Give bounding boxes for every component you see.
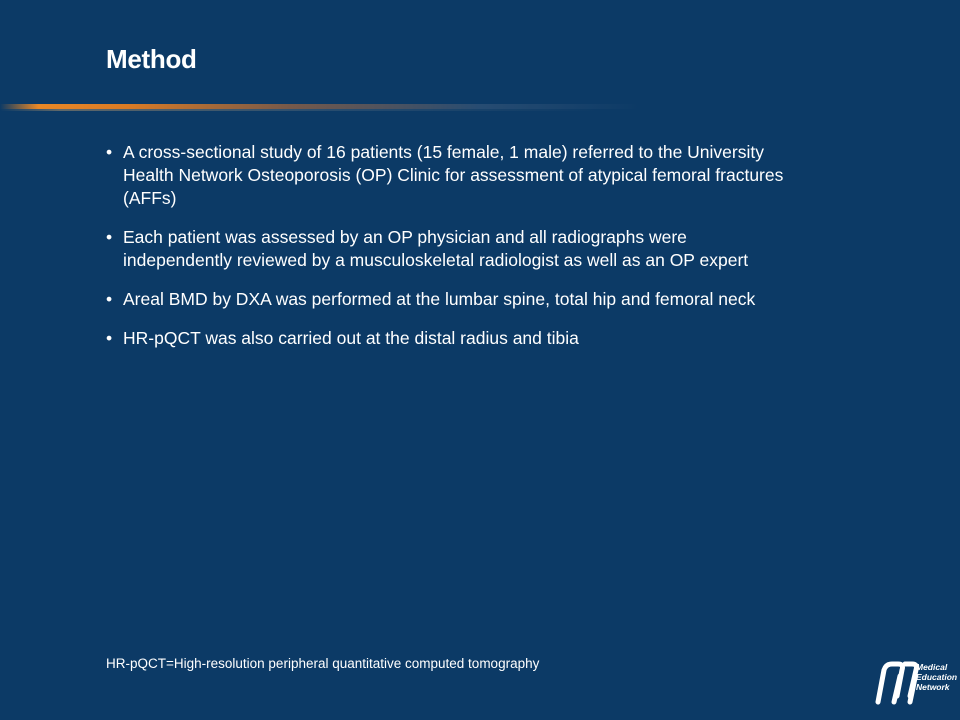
logo-line: Medical (916, 662, 948, 672)
bullet-dot: • (106, 328, 113, 348)
bullet-text: Each patient was assessed by an OP physician and all radiographs were independently reviewed by a musculoskeletal radiologist as well as an OP expert (123, 227, 749, 270)
bullet-text: Areal BMD by DXA was performed at the lumbar spine, total hip and femoral neck (123, 289, 756, 309)
bullet-list (106, 141, 786, 366)
logo-line: Education (916, 672, 958, 682)
bullet-text: A cross-sectional study of 16 patients (15 female, 1 male) referred to the University Health Network Osteoporosis (OP) Clinic for assessment of atypical femoral fractures (AFFs) (123, 142, 784, 208)
footnote: HR-pQCT=High-resolution peripheral quantitative computed tomography (106, 656, 540, 671)
bullet-item (106, 141, 786, 210)
bullet-dot: • (106, 227, 113, 247)
bullet-item (106, 288, 786, 311)
bullet-dot: • (106, 142, 113, 162)
title-accent-glow (0, 109, 600, 111)
logo-text (916, 662, 957, 692)
slide-title: Method (106, 44, 197, 74)
logo-line: Network (916, 682, 950, 692)
bullet-dot: • (106, 289, 113, 309)
bullet-item (106, 226, 786, 272)
bullet-text: HR-pQCT was also carried out at the distal radius and tibia (123, 328, 579, 348)
bullet-item (106, 327, 786, 350)
